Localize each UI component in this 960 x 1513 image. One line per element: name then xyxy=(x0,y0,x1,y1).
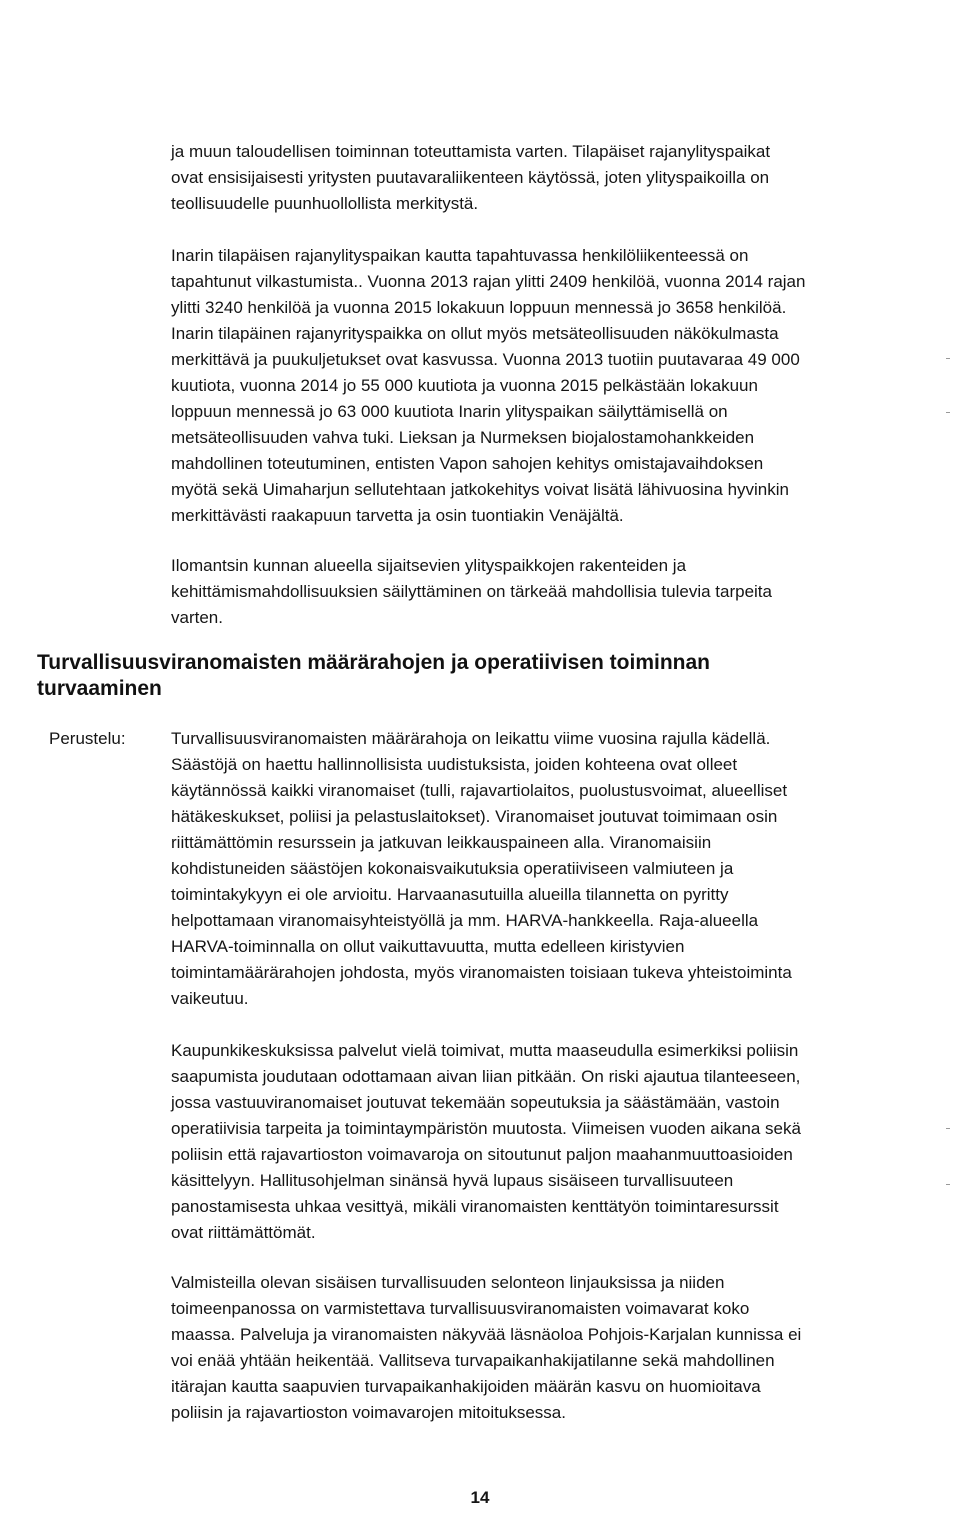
text-line: käytännössä kaikki viranomaiset (tulli, rajavartiolaitos, puolustusvoimat, alueelliset xyxy=(171,781,788,800)
margin-mark xyxy=(946,412,950,413)
text-line: ja muun taloudellisen toiminnan toteuttamista varten. Tilapäiset rajanylityspaikat xyxy=(171,142,771,161)
text-line: operatiivisia tarpeita ja toimintaympäristön muutosta. Viimeisen vuoden aikana sekä xyxy=(171,1119,801,1138)
text-line: loppuun mennessä jo 63 000 kuutiota Inarin ylityspaikan säilyttämisellä on xyxy=(171,402,728,421)
text-line: kohdistuneiden säästöjen kokonaisvaikutuksia operatiiviseen valmiuteen ja xyxy=(171,859,734,878)
text-line: ovat ensisijaisesti yritysten puutavaraliikenteen käytössä, joten ylityspaikoilla on xyxy=(171,168,770,187)
margin-mark xyxy=(946,358,950,359)
text-line: riittämättömin resurssein ja jatkuvan leikkauspaineen alla. Viranomaisiin xyxy=(171,833,712,852)
text-line: voi enää yhtään heikentää. Vallitseva turvapaikanhakijatilanne sekä mahdollinen xyxy=(171,1351,775,1370)
margin-mark xyxy=(946,1128,950,1129)
text-line: HARVA-toiminnalla on ollut vaikuttavuutta, mutta edelleen kiristyvien xyxy=(171,937,685,956)
text-line: Turvallisuusviranomaisten määrärahoja on leikattu viime vuosina rajulla kädellä. xyxy=(171,729,771,748)
justification-label: Perustelu: xyxy=(49,729,126,748)
text-line: teollisuudelle puunhuollollista merkitystä. xyxy=(171,194,479,213)
paragraph-2 xyxy=(171,243,871,529)
text-line: Inarin tilapäisen rajanylityspaikan kautta tapahtuvassa henkilöliikenteessä on xyxy=(171,246,749,265)
text-line: panostamisesta uhkaa vesittyä, mikäli viranomaisten kenttätyön toimintaresurssit xyxy=(171,1197,779,1216)
section-paragraph-2 xyxy=(171,1038,871,1246)
text-line: ylitti 3240 henkilöä ja vuonna 2015 lokakuun loppuun mennessä jo 3658 henkilöä. xyxy=(171,298,787,317)
text-line: maassa. Palveluja ja viranomaisten näkyvää läsnäoloa Pohjois-Karjalan kunnissa ei xyxy=(171,1325,802,1344)
text-line: käsittelyyn. Hallitusohjelman sinänsä hyvä lupaus sisäiseen turvallisuuteen xyxy=(171,1171,734,1190)
text-line: Inarin tilapäinen rajanyrityspaikka on ollut myös metsäteollisuuden näkökulmasta xyxy=(171,324,779,343)
text-line: kehittämismahdollisuuksien säilyttäminen on tärkeää mahdollisia tulevia tarpeita xyxy=(171,582,772,601)
text-line: tapahtunut vilkastumista.. Vuonna 2013 rajan ylitti 2409 henkilöä, vuonna 2014 rajan xyxy=(171,272,806,291)
margin-mark xyxy=(946,1184,950,1185)
text-line: Ilomantsin kunnan alueella sijaitsevien ylityspaikkojen rakenteiden ja xyxy=(171,556,687,575)
text-line: hätäkeskukset, poliisi ja pelastuslaitokset). Viranomaiset joutuvat toimimaan osin xyxy=(171,807,778,826)
page-number: 14 xyxy=(470,1488,490,1507)
text-line: varten. xyxy=(171,608,223,627)
text-line: jossa vastuuviranomaiset joutuvat tekemään sopeutuksia ja säästämään, vastoin xyxy=(171,1093,780,1112)
text-line: vaikeutuu. xyxy=(171,989,249,1008)
section-paragraph-1 xyxy=(171,726,871,1012)
text-line: mahdollinen toteutuminen, entisten Vapon sahojen kehitys omistajavaihdoksen xyxy=(171,454,764,473)
section-paragraph-3 xyxy=(171,1270,871,1426)
text-line: Kaupunkikeskuksissa palvelut vielä toimivat, mutta maaseudulla esimerkiksi poliisin xyxy=(171,1041,799,1060)
text-line: helpottamaan viranomaisyhteistyöllä ja mm. HARVA-hankkeella. Raja-alueella xyxy=(171,911,759,930)
paragraph-3 xyxy=(171,553,871,631)
heading-line: turvaaminen xyxy=(37,677,162,700)
text-line: ovat riittämättömät. xyxy=(171,1223,316,1242)
text-line: kuutiota, vuonna 2014 jo 55 000 kuutiota ja vuonna 2015 pelkästään lokakuun xyxy=(171,376,758,395)
text-line: poliisin että rajavartioston voimavaroja on sitoutunut paljon maahanmuuttoasioiden xyxy=(171,1145,793,1164)
text-line: poliisin ja rajavartioston voimavarojen mitoituksessa. xyxy=(171,1403,566,1422)
text-line: merkittävä ja puukuljetukset ovat kasvussa. Vuonna 2013 tuotiin puutavaraa 49 000 xyxy=(171,350,800,369)
text-line: Säästöjä on haettu hallinnollisista uudistuksista, joiden kohteena ovat olleet xyxy=(171,755,738,774)
section-heading xyxy=(37,650,917,702)
text-line: Valmisteilla olevan sisäisen turvallisuuden selonteon linjauksissa ja niiden xyxy=(171,1273,725,1292)
paragraph-1 xyxy=(171,139,871,217)
text-line: saapumista joudutaan odottamaan aivan liian pitkään. On riski ajautua tilanteeseen, xyxy=(171,1067,801,1086)
text-line: toimintakykyyn ei ole arvioitu. Harvaanasutuilla alueilla tilannetta on pyritty xyxy=(171,885,729,904)
text-line: toimintamäärärahojen johdosta, myös viranomaisten toisiaan tukeva yhteistoiminta xyxy=(171,963,792,982)
heading-line: Turvallisuusviranomaisten määrärahojen ja operatiivisen toiminnan xyxy=(37,651,710,674)
text-line: myötä sekä Uimaharjun sellutehtaan jatkokehitys voivat lisätä lähivuosina hyvinkin xyxy=(171,480,789,499)
text-line: metsäteollisuuden vahva tuki. Lieksan ja Nurmeksen biojalostamohankkeiden xyxy=(171,428,755,447)
text-line: merkittävästi raakapuun tarvetta ja osin tuontiakin Venäjältä. xyxy=(171,506,624,525)
text-line: itärajan kautta saapuvien turvapaikanhakijoiden määrän kasvu on huomioitava xyxy=(171,1377,761,1396)
text-line: toimeenpanossa on varmistettava turvallisuusviranomaisten voimavarat koko xyxy=(171,1299,750,1318)
